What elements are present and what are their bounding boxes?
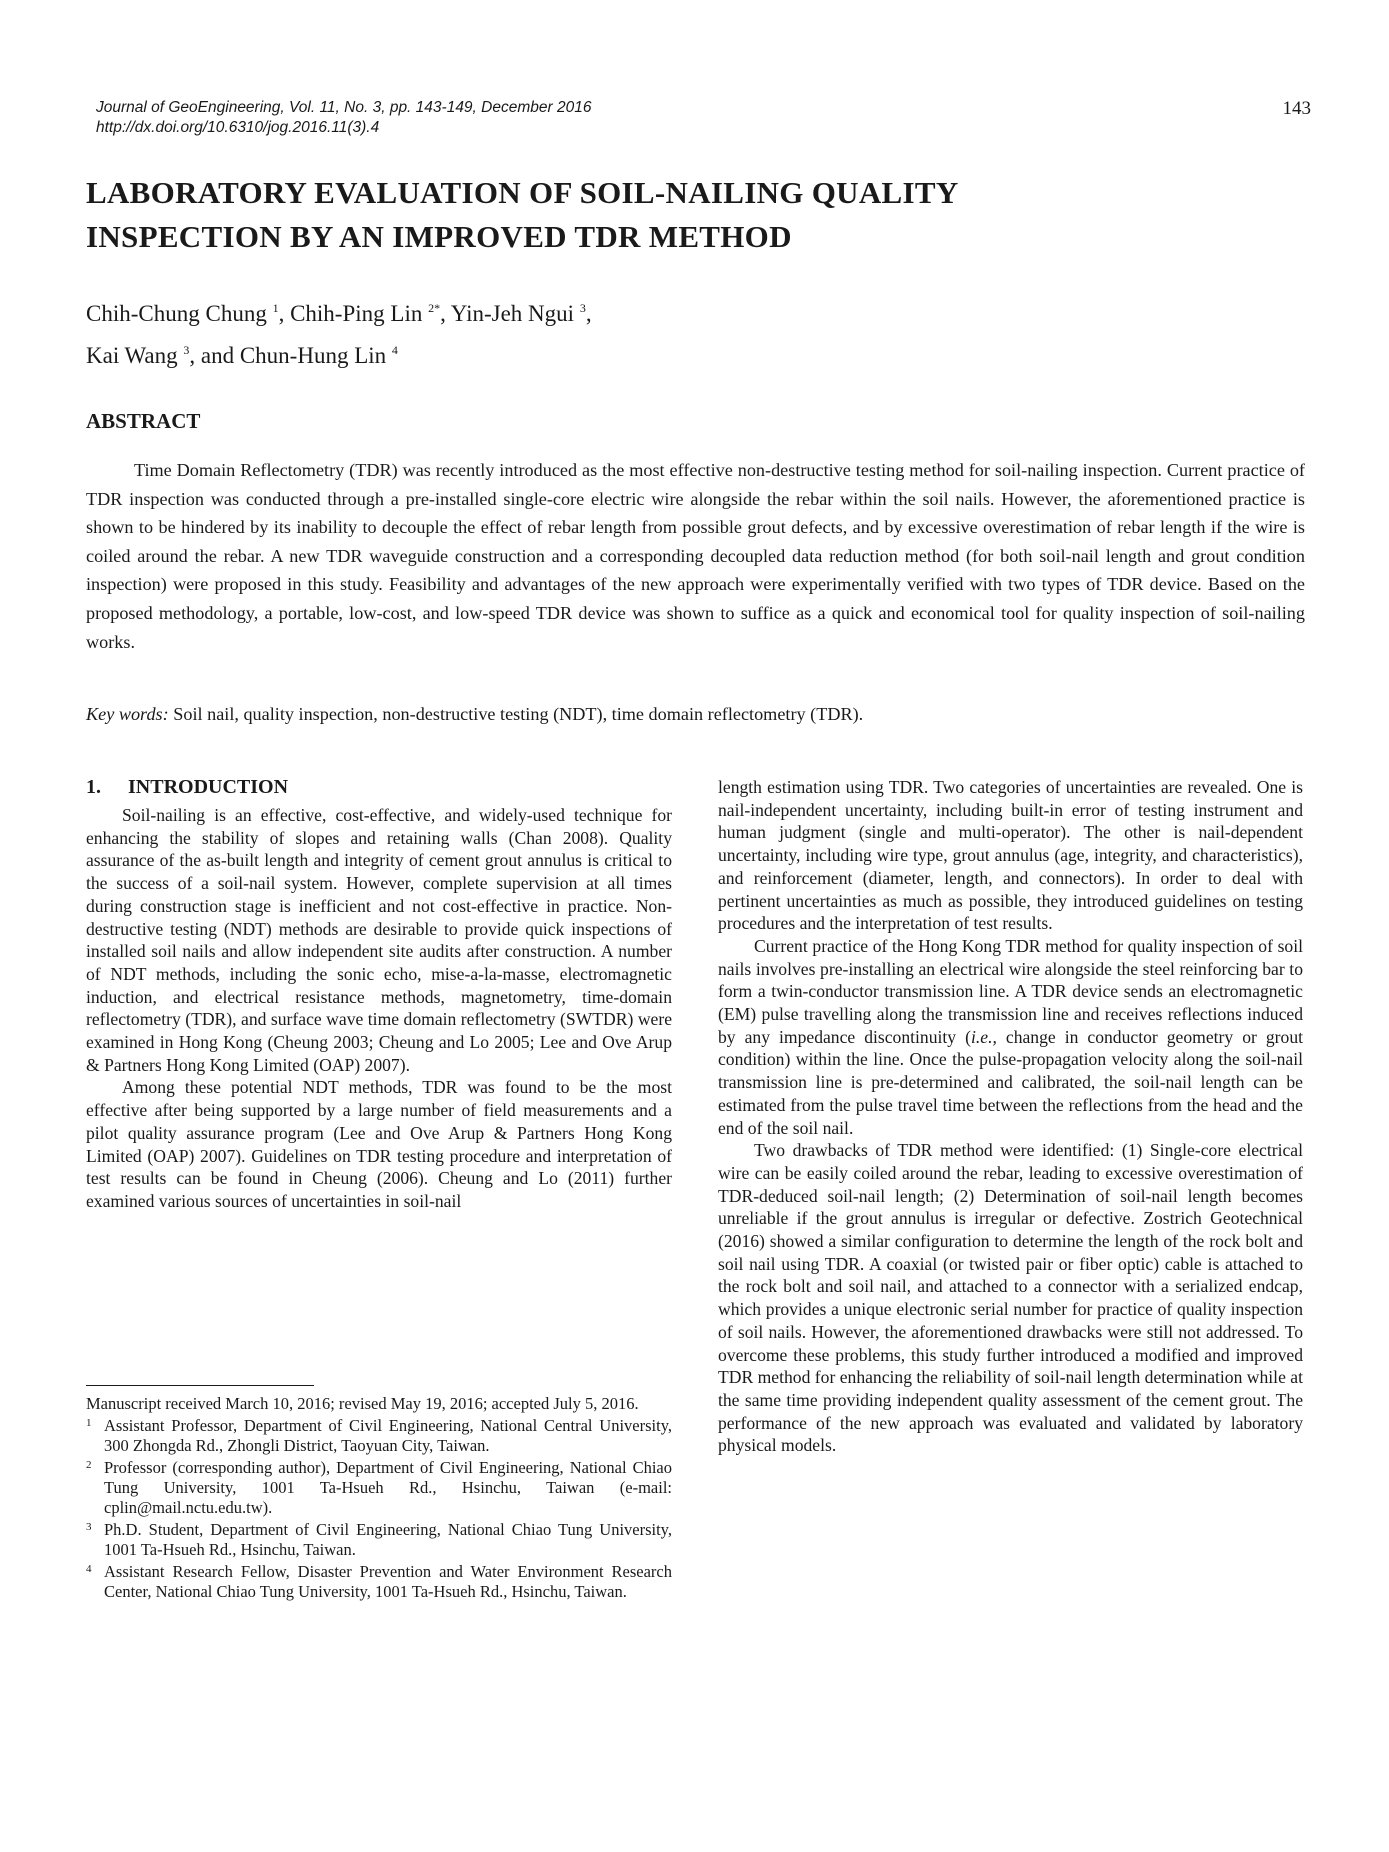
left-column xyxy=(86,776,672,1213)
footnotes xyxy=(86,1394,672,1604)
abstract-text: Time Domain Reflectometry (TDR) was recently introduced as the most effective non-destructive testing method for soil-nailing inspection. Current practice of TDR inspection was conducted through a pre-installed single-core electric wire alongside the rebar within the soil nails. However, the aforementioned practice is shown to be hindered by its inability to decouple the effect of rebar length from possible grout defects, and by excessive overestimation of rebar length if the wire is coiled around the rebar. A new TDR waveguide construction and a corresponding decoupled data reduction method (for both soil-nail length and grout condition inspection) were proposed in this study. Feasibility and advantages of the new approach were experimentally verified with two types of TDR device. Based on the proposed methodology, a portable, low-cost, and low-speed TDR device was shown to suffice as a quick and economical tool for quality inspection of soil-nailing works. xyxy=(86,460,1305,652)
keywords-text: Soil nail, quality inspection, non-destructive testing (NDT), time domain reflectometry (TDR). xyxy=(173,704,864,724)
keywords xyxy=(86,704,863,725)
footnote-text: Ph.D. Student, Department of Civil Engineering, National Chiao Tung University, 1001 Ta-Hsueh Rd., Hsinchu, Taiwan. xyxy=(104,1520,672,1559)
footnote-mark: 2 xyxy=(86,1459,92,1471)
footnote xyxy=(86,1562,672,1602)
footnote-mark: 1 xyxy=(86,1417,92,1429)
footnote-text: Professor (corresponding author), Department of Civil Engineering, National Chiao Tung University, 1001 Ta-Hsueh Rd., Hsinchu, Taiwan (e-mail: cplin@mail.nctu.edu.tw). xyxy=(104,1458,672,1517)
author-line-2: Kai Wang $^3$, and Chun-Hung Lin $^4$ xyxy=(86,343,398,368)
italic-text: i.e., xyxy=(970,1026,997,1047)
affiliation-mark: 1 xyxy=(272,301,279,315)
author-name: Yin-Jeh Ngui xyxy=(450,301,575,326)
paragraph: Soil-nailing is an effective, cost-effective, and widely-used technique for enhancing the stability of slopes and retaining walls (Chan 2008). Quality assurance of the as-built length and integrity of cement grout annulus is critical to the success of a soil-nail system. However, complete supervision at all times during construction stage is inefficient and not cost-effective in practice. Non-destructive testing (NDT) methods are desirable to provide quick inspections of installed soil nails and allow independent site audits after construction. A number of NDT methods, including the sonic echo, mise-a-la-masse, electromagnetic induction, and electrical resistance methods, magnetometry, time-domain reflectometry (TDR), and surface wave time domain reflectometry (SWTDR) were examined in Hong Kong (Cheung 2003; Cheung and Lo 2005; Lee and Ove Arup & Partners Hong Kong Limited (OAP) 2007). xyxy=(86,805,672,1075)
footnote-mark: 4 xyxy=(86,1563,92,1575)
paper-title xyxy=(86,171,1301,259)
footnote-divider xyxy=(86,1385,314,1386)
keywords-label: Key words: xyxy=(86,704,169,724)
right-column xyxy=(718,776,1303,1457)
footnote-text: Assistant Professor, Department of Civil Engineering, National Central University, 300 Zhongda Rd., Zhongli District, Taoyuan City, Taiwan. xyxy=(104,1416,672,1455)
section-number: 1. xyxy=(86,776,101,798)
author-name: Chih-Ping Lin xyxy=(290,301,423,326)
author-conjunction: and xyxy=(200,343,235,368)
paragraph: Two drawbacks of TDR method were identified: (1) Single-core electrical wire can be easily coiled around the rebar, leading to excessive overestimation of TDR-deduced soil-nail length; (2) Determination of soil-nail length becomes unreliable if the grout annulus is irregular or defective. Zostrich Geotechnical (2016) showed a similar configuration to determine the length of the rock bolt and soil nail using TDR. A coaxial (or twisted pair or fiber optic) cable is attached to the rock bolt and soil nail, and attached to a connector with a serialized endcap, which provides a unique electronic serial number for practice of quality inspection of soil nails. However, the aforementioned drawbacks were still not addressed. To overcome these problems, this study further introduced a modified and improved TDR method for enhancing the reliability of soil-nail length determination while at the same time providing independent quality assessment of the cement grout. The performance of the new approach was evaluated and validated by laboratory physical models. xyxy=(718,1140,1303,1456)
paragraph xyxy=(718,935,1303,1139)
author-name: Chun-Hung Lin xyxy=(239,343,387,368)
footnote-text: Assistant Research Fellow, Disaster Prevention and Water Environment Research Center, National Chiao Tung University, 1001 Ta-Hsueh Rd., Hsinchu, Taiwan. xyxy=(104,1562,672,1601)
affiliation-mark: 3 xyxy=(183,343,190,357)
section-heading xyxy=(86,776,672,799)
page-number: 143 xyxy=(1282,98,1311,119)
author-line-1: Chih-Chung Chung $^1$, Chih-Ping Lin $^{2*}$, Yin-Jeh Ngui $^3$, xyxy=(86,301,592,326)
text-run: Current practice of the Hong Kong TDR method for quality inspection of soil nails involves pre-installing an electrical wire alongside the steel reinforcing bar to form a twin-conductor transmission line. A TDR device sends an electromagnetic (EM) pulse travelling along the transmission line and receives reflections induced by any impedance discontinuity ( xyxy=(718,935,1303,1047)
journal-citation: Journal of GeoEngineering, Vol. 11, No. 3, pp. 143-149, December 2016 xyxy=(96,99,592,116)
affiliation-mark: 4 xyxy=(391,343,398,357)
footnote xyxy=(86,1520,672,1560)
title-line-2: INSPECTION BY AN IMPROVED TDR METHOD xyxy=(86,219,792,254)
affiliation-mark: 2* xyxy=(428,301,441,315)
affiliation-mark: 3 xyxy=(579,301,586,315)
abstract-heading: ABSTRACT xyxy=(86,409,201,433)
author-name: Kai Wang xyxy=(86,343,178,368)
footnote xyxy=(86,1458,672,1518)
text-run: change in conductor geometry or grout condition) within the line. Once the pulse-propagation velocity along the soil-nail transmission line is pre-determined and calibrated, the soil-nail length can be estimated from the pulse travel time between the reflections from the head and the end of the soil nail. xyxy=(718,1026,1303,1138)
author-name: Chih-Chung Chung xyxy=(86,301,267,326)
section-title: INTRODUCTION xyxy=(128,776,289,798)
author-list xyxy=(86,290,592,374)
paragraph-continued: length estimation using TDR. Two categories of uncertainties are revealed. One is nail-independent uncertainty, including built-in error of testing instrument and human judgment (single and multi-operator). The other is nail-dependent uncertainty, including wire type, grout annulus (age, integrity, and characteristics), and reinforcement (diameter, length, and connectors). In order to deal with pertinent uncertainties as much as possible, they introduced guidelines on testing procedures and the interpretation of test results. xyxy=(718,777,1303,934)
title-line-1: LABORATORY EVALUATION OF SOIL-NAILING QUALITY xyxy=(86,175,959,210)
paragraph: Among these potential NDT methods, TDR was found to be the most effective after being supported by a large number of field measurements and a pilot quality assurance program (Lee and Ove Arup & Partners Hong Kong Limited (OAP) 2007). Guidelines on TDR testing procedure and interpretation of test results can be found in Cheung (2006). Cheung and Lo (2011) further examined various sources of uncertainties in soil-nail xyxy=(86,1077,672,1211)
footnote-mark: 3 xyxy=(86,1521,92,1533)
running-header xyxy=(96,98,1311,138)
doi-link[interactable]: http://dx.doi.org/10.6310/jog.2016.11(3).4 xyxy=(96,119,380,136)
manuscript-dates: Manuscript received March 10, 2016; revised May 19, 2016; accepted July 5, 2016. xyxy=(86,1394,639,1413)
footnote xyxy=(86,1416,672,1456)
